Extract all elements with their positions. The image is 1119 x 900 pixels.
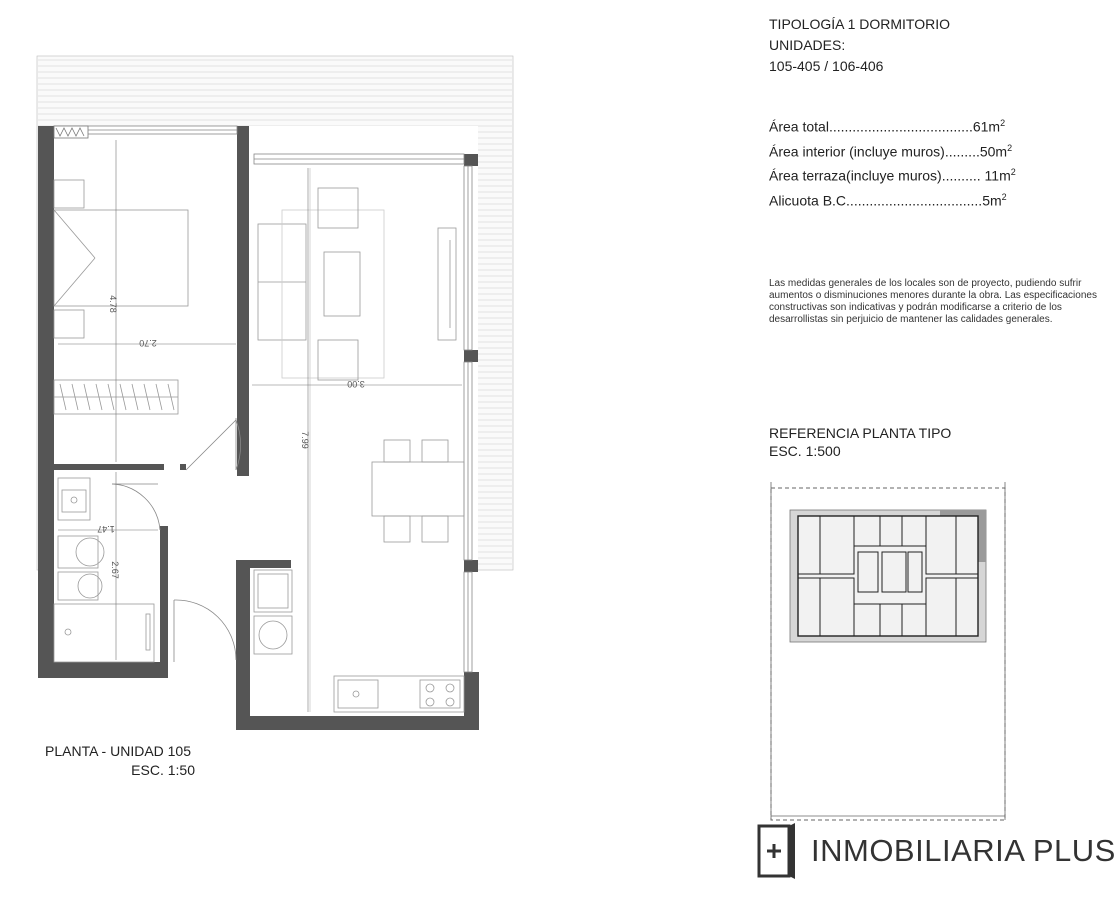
dim-bedroom-width: 2.70 [139,338,157,348]
typology-block [769,14,950,77]
reference-block [769,424,951,460]
typology-title: TIPOLOGÍA 1 DORMITORIO [769,16,950,32]
dim-bath-width: 1.47 [97,524,115,534]
reference-title: REFERENCIA PLANTA TIPO [769,425,952,441]
units-label: UNIDADES: [769,37,846,53]
reference-site-plan [766,480,1011,825]
plan-title: PLANTA - UNIDAD 105 [45,743,192,759]
area-row: Alicuota $B.C...................................5m^2$ [769,191,1007,209]
units-value: 105-405 / 106-406 [769,58,884,74]
plan-caption [45,742,195,780]
dim-living-width: 3.00 [347,379,365,389]
floor-plan [0,0,520,740]
area-table [769,113,1049,212]
reference-scale: ESC. 1:500 [769,443,841,459]
area-row: Área $total.....................................61m^2$ [769,118,1006,135]
dim-bedroom-length: 4.78 [108,295,118,313]
area-row: Área interior (incluye $muros).........50m^2$ [769,142,1013,160]
disclaimer-text: Las medidas generales de los locales son de proyecto, pudiendo sufrir aumentos o disminuciones menores durante la obra. Las especificaciones constructivas son indicativas y podrán modificarse a criterio de los desarrollistas sin perjuicio de mantener las calidades generales. [769,278,1097,325]
dim-living-length: 7.99 [300,431,310,449]
plan-scale: ESC. 1:50 [131,762,195,778]
inmobiliaria-plus-logo [757,822,797,880]
brand [757,822,1116,880]
brand-name: INMOBILIARIA PLUS [811,833,1116,868]
area-row: Área terraza(incluye muros).......... $11m^2$ [769,167,1016,184]
dim-bath-length: 2.67 [110,561,120,579]
building-footprint [790,510,986,642]
